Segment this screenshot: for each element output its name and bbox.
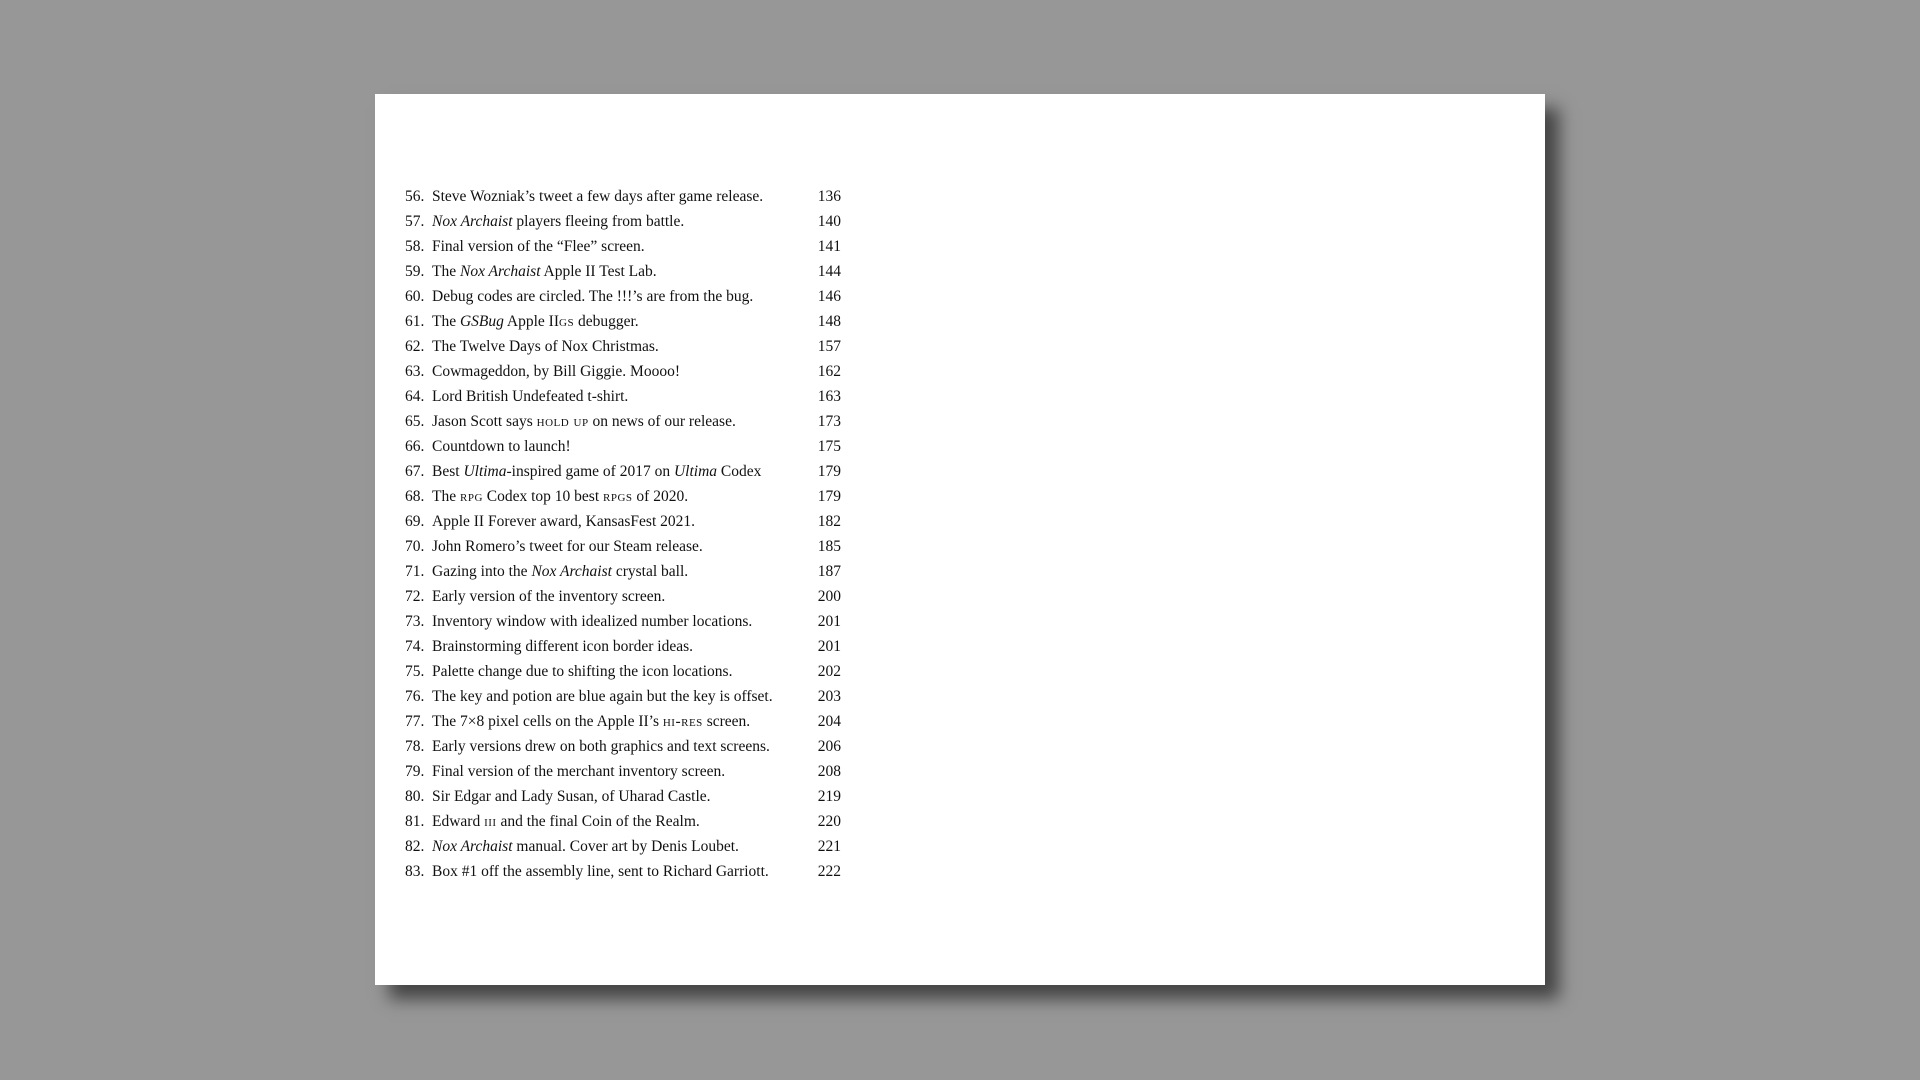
- page-number: 146: [817, 288, 841, 305]
- caption-text: The: [432, 313, 460, 330]
- figure-caption: [432, 434, 805, 459]
- caption-text: The: [432, 488, 460, 505]
- figure-number: 57.: [405, 213, 425, 230]
- figure-caption: [432, 409, 805, 434]
- figure-list-item: [405, 434, 841, 459]
- caption-text: and the final Coin of the Realm.: [496, 813, 700, 830]
- figure-list-item: [405, 759, 841, 784]
- caption-small-caps-text: iii: [484, 813, 497, 830]
- figure-list-item: [405, 484, 841, 509]
- page-number: 182: [817, 513, 841, 530]
- caption-text: crystal ball.: [611, 563, 689, 580]
- page-number: 185: [817, 538, 841, 555]
- figure-caption: [432, 334, 805, 359]
- figure-caption: [432, 284, 805, 309]
- figure-number: 62.: [405, 338, 425, 355]
- caption-text: -inspired game of 2017 on: [506, 463, 674, 480]
- page-number: 204: [817, 713, 841, 730]
- figure-list-item: [405, 284, 841, 309]
- page-number: 163: [817, 388, 841, 405]
- caption-text: Brainstorming different icon border ideas.: [432, 638, 693, 655]
- figure-list-item: [405, 384, 841, 409]
- page-number: 140: [817, 213, 841, 230]
- figure-caption: [432, 859, 805, 884]
- document-page: [375, 94, 1545, 985]
- caption-text: The key and potion are blue again but the key is offset.: [432, 688, 773, 705]
- figure-list-item: [405, 534, 841, 559]
- caption-text: manual. Cover art by Denis Loubet.: [512, 838, 739, 855]
- caption-text: Palette change due to shifting the icon locations.: [432, 663, 733, 680]
- page-number: 148: [817, 313, 841, 330]
- page-number: 200: [817, 588, 841, 605]
- figure-caption: [432, 509, 805, 534]
- figure-number: 64.: [405, 388, 425, 405]
- figure-number: 56.: [405, 188, 425, 205]
- caption-text: Countdown to launch!: [432, 438, 571, 455]
- figure-list-item: [405, 859, 841, 884]
- figure-list-item: [405, 809, 841, 834]
- caption-text: Steve Wozniak’s tweet a few days after game release.: [432, 188, 764, 205]
- figure-list-item: [405, 334, 841, 359]
- caption-text: Codex: [717, 463, 762, 480]
- figure-number: 81.: [405, 813, 425, 830]
- figure-caption: [432, 609, 805, 634]
- figure-list-item: [405, 359, 841, 384]
- figure-list-item: [405, 509, 841, 534]
- figure-number: 58.: [405, 238, 425, 255]
- page-number: 201: [817, 613, 841, 630]
- page-number: 141: [817, 238, 841, 255]
- caption-text: debugger.: [574, 313, 639, 330]
- figure-list-item: [405, 734, 841, 759]
- caption-italic-text: Ultima: [673, 463, 718, 480]
- figure-caption: [432, 684, 805, 709]
- figure-caption: [432, 234, 805, 259]
- figure-list-item: [405, 684, 841, 709]
- page-number: 175: [817, 438, 841, 455]
- page-number: 157: [817, 338, 841, 355]
- caption-text: of 2020.: [632, 488, 689, 505]
- caption-text: on news of our release.: [588, 413, 736, 430]
- figure-number: 82.: [405, 838, 425, 855]
- figure-number: 70.: [405, 538, 425, 555]
- figure-list-item: [405, 584, 841, 609]
- caption-text: John Romero’s tweet for our Steam release.: [432, 538, 703, 555]
- figure-caption: [432, 534, 805, 559]
- caption-text: Gazing into the: [432, 563, 532, 580]
- page-number: 206: [817, 738, 841, 755]
- page-number: 187: [817, 563, 841, 580]
- figure-number: 61.: [405, 313, 425, 330]
- figure-number: 77.: [405, 713, 425, 730]
- caption-italic-text: Ultima: [463, 463, 507, 480]
- figure-number: 66.: [405, 438, 425, 455]
- caption-text: Early version of the inventory screen.: [432, 588, 666, 605]
- caption-text: Jason Scott says: [432, 413, 537, 430]
- caption-text: Edward: [432, 813, 485, 830]
- caption-small-caps-text: hold up: [536, 413, 589, 430]
- caption-text: The Twelve Days of Nox Christmas.: [432, 338, 659, 355]
- caption-small-caps-text: hi-res: [662, 713, 703, 730]
- figure-caption: [432, 834, 805, 859]
- figure-caption: [432, 709, 805, 734]
- caption-italic-text: Nox Archaist: [531, 563, 612, 580]
- caption-text: Early versions drew on both graphics and text screens.: [432, 738, 770, 755]
- caption-text: Codex top 10 best: [482, 488, 604, 505]
- figure-caption: [432, 209, 805, 234]
- figure-list-item: [405, 609, 841, 634]
- figure-caption: [432, 359, 805, 384]
- page-number: 203: [817, 688, 841, 705]
- page-number: 202: [817, 663, 841, 680]
- figure-number: 78.: [405, 738, 425, 755]
- figure-list-item: [405, 709, 841, 734]
- caption-text: Cowmageddon, by Bill Giggie. Moooo!: [432, 363, 680, 380]
- figure-list-item: [405, 409, 841, 434]
- caption-italic-text: Nox Archaist: [432, 213, 513, 230]
- caption-text: Apple II: [503, 313, 560, 330]
- figure-caption: [432, 184, 805, 209]
- figure-number: 72.: [405, 588, 425, 605]
- figure-caption: [432, 259, 805, 284]
- caption-text: The: [432, 263, 460, 280]
- figure-list-item: [405, 559, 841, 584]
- caption-small-caps-text: rpg: [459, 488, 483, 505]
- figure-number: 59.: [405, 263, 425, 280]
- figure-number: 73.: [405, 613, 425, 630]
- caption-text: screen.: [702, 713, 751, 730]
- figure-list-item: [405, 259, 841, 284]
- caption-text: players fleeing from battle.: [512, 213, 685, 230]
- figure-list-item: [405, 209, 841, 234]
- figure-number: 69.: [405, 513, 425, 530]
- figure-list-item: [405, 784, 841, 809]
- page-number: 144: [817, 263, 841, 280]
- caption-text: Apple II Forever award, KansasFest 2021.: [432, 513, 696, 530]
- caption-italic-text: Nox Archaist: [432, 838, 513, 855]
- figure-list-item: [405, 309, 841, 334]
- figure-number: 60.: [405, 288, 425, 305]
- figure-number: 65.: [405, 413, 425, 430]
- figure-number: 79.: [405, 763, 425, 780]
- figure-number: 80.: [405, 788, 425, 805]
- caption-text: Lord British Undefeated t-shirt.: [432, 388, 629, 405]
- caption-text: Box #1 off the assembly line, sent to Richard Garriott.: [432, 863, 769, 880]
- figure-number: 68.: [405, 488, 425, 505]
- page-number: 221: [817, 838, 841, 855]
- page-number: 179: [817, 488, 841, 505]
- caption-text: Inventory window with idealized number locations.: [432, 613, 753, 630]
- caption-text: The 7×8 pixel cells on the Apple II’s: [432, 713, 663, 730]
- figure-caption: [432, 659, 805, 684]
- caption-text: Sir Edgar and Lady Susan, of Uharad Castle.: [432, 788, 711, 805]
- caption-italic-text: Nox Archaist: [459, 263, 541, 280]
- list-of-figures: [405, 184, 841, 884]
- caption-text: Debug codes are circled. The !!!’s are from the bug.: [432, 288, 754, 305]
- page-number: 208: [817, 763, 841, 780]
- page-number: 173: [817, 413, 841, 430]
- figure-caption: [432, 634, 805, 659]
- page-number: 220: [817, 813, 841, 830]
- figure-list-item: [405, 234, 841, 259]
- figure-number: 71.: [405, 563, 425, 580]
- caption-text: Final version of the merchant inventory screen.: [432, 763, 726, 780]
- figure-list-item: [405, 459, 841, 484]
- figure-caption: [432, 809, 805, 834]
- figure-caption: [432, 734, 805, 759]
- page-number: 136: [817, 188, 841, 205]
- figure-number: 75.: [405, 663, 425, 680]
- figure-list-item: [405, 834, 841, 859]
- figure-caption: [432, 459, 805, 484]
- caption-text: Best: [432, 463, 464, 480]
- caption-small-caps-text: gs: [559, 313, 575, 330]
- page-number: 222: [817, 863, 841, 880]
- figure-caption: [432, 384, 805, 409]
- figure-list-item: [405, 184, 841, 209]
- figure-caption: [432, 309, 805, 334]
- caption-text: Apple II Test Lab.: [540, 263, 657, 280]
- figure-caption: [432, 559, 805, 584]
- figure-list-item: [405, 634, 841, 659]
- caption-text: Final version of the “Flee” screen.: [432, 238, 645, 255]
- figure-caption: [432, 484, 805, 509]
- page-number: 179: [817, 463, 841, 480]
- figure-caption: [432, 759, 805, 784]
- caption-small-caps-text: rpgs: [603, 488, 633, 505]
- caption-italic-text: GSBug: [459, 313, 504, 330]
- page-number: 219: [817, 788, 841, 805]
- figure-number: 83.: [405, 863, 425, 880]
- page-number: 162: [817, 363, 841, 380]
- figure-caption: [432, 784, 805, 809]
- figure-list-item: [405, 659, 841, 684]
- page-number: 201: [817, 638, 841, 655]
- figure-number: 76.: [405, 688, 425, 705]
- figure-number: 63.: [405, 363, 425, 380]
- figure-number: 67.: [405, 463, 425, 480]
- figure-number: 74.: [405, 638, 425, 655]
- figure-caption: [432, 584, 805, 609]
